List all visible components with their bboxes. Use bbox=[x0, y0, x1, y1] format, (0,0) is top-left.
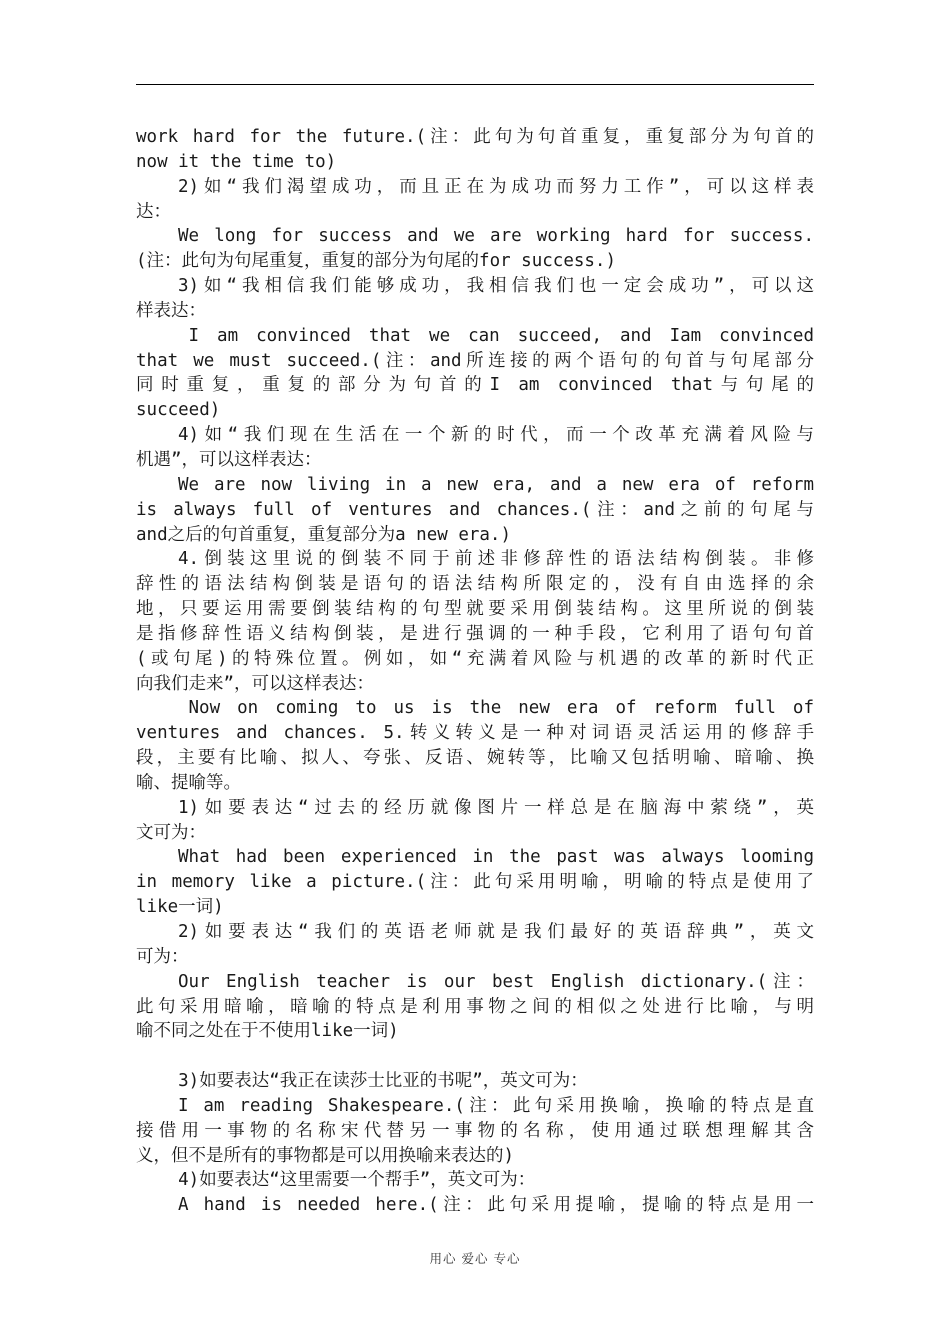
text-line: and之后的句首重复，重复部分为a new era.) bbox=[136, 524, 512, 545]
text-line: 机遇”，可以这样表达： bbox=[136, 449, 322, 470]
text-line: 可为： bbox=[136, 946, 189, 967]
text-line: now it the time to) bbox=[136, 151, 337, 172]
text-line: Now on coming to us is the new era of reform full of bbox=[188, 698, 814, 719]
text-line: 文可为： bbox=[136, 822, 206, 843]
text-line: 喻不同之处在于不使用like一词) bbox=[136, 1021, 399, 1042]
text-line: succeed) bbox=[136, 400, 221, 421]
text-line: A hand is needed here.(注：此句采用提喻，提喻的特点是用一 bbox=[178, 1195, 814, 1216]
text-line: 喻、提喻等。 bbox=[136, 772, 241, 793]
text-line: ventures and chances. 5.转义转义是一种对词语灵活运用的修辞手 bbox=[136, 723, 814, 744]
text-line: 4.倒装这里说的倒装不同于前述非修辞性的语法结构倒装。非修 bbox=[178, 549, 814, 570]
text-line: 向我们走来”，可以这样表达： bbox=[136, 673, 375, 694]
text-line: 地，只要运用需要倒装结构的句型就要采用倒装结构。这里所说的倒装 bbox=[136, 599, 814, 620]
text-line: 3)如“我相信我们能够成功，我相信我们也一定会成功”，可以这 bbox=[178, 276, 814, 297]
header-rule bbox=[136, 84, 814, 85]
text-line: 此句采用暗喻，暗喻的特点是利用事物之间的相似之处进行比喻，与明 bbox=[136, 996, 814, 1017]
text-line: 义，但不是所有的事物都是可以用换喻来表达的) bbox=[136, 1145, 515, 1166]
text-line: like一词) bbox=[136, 897, 224, 918]
text-line: that we must succeed.(注：and所连接的两个语句的句首与句尾部分 bbox=[136, 350, 814, 371]
text-line: 2)如“我们渴望成功，而且正在为成功而努力工作”，可以这样表 bbox=[178, 176, 814, 197]
text-line: I am reading Shakespeare.(注：此句采用换喻，换喻的特点是直 bbox=[178, 1095, 814, 1116]
text-line: is always full of ventures and chances.(注：and之前的句尾与 bbox=[136, 499, 814, 520]
text-line: I am convinced that we can succeed, and Iam convinced bbox=[188, 325, 814, 346]
text-line: 辞性的语法结构倒装是语句的语法结构所限定的，没有自由选择的余 bbox=[136, 574, 814, 595]
text-line: (注：此句为句尾重复，重复的部分为句尾的for success.) bbox=[136, 251, 617, 272]
text-line: We are now living in a new era, and a new era of reform bbox=[178, 474, 814, 495]
text-line: 4)如“我们现在生活在一个新的时代，而一个改革充满着风险与 bbox=[178, 425, 814, 446]
text-line: (或句尾)的特殊位置。例如，如“充满着风险与机遇的改革的新时代正 bbox=[136, 648, 814, 669]
text-line: 接借用一事物的名称宋代替另一事物的名称，使用通过联想理解其含 bbox=[136, 1120, 814, 1141]
text-line: in memory like a picture.(注：此句采用明喻，明喻的特点是使用了 bbox=[136, 872, 814, 893]
text-line: 3)如要表达“我正在读莎士比亚的书呢”，英文可为： bbox=[136, 1071, 588, 1092]
text-line: work hard for the future.(注：此句为句首重复，重复部分为句首的 bbox=[136, 127, 814, 147]
text-line bbox=[136, 1044, 814, 1069]
text-line: 2)如要表达“我们的英语老师就是我们最好的英语辞典”，英文 bbox=[178, 922, 814, 942]
text-line: Our English teacher is our best English dictionary.(注： bbox=[178, 971, 814, 992]
text-line: What had been experienced in the past was always looming bbox=[178, 847, 814, 868]
text-line: 1)如要表达“过去的经历就像图片一样总是在脑海中萦绕”，英 bbox=[178, 797, 814, 818]
text-line: We long for success and we are working hard for success. bbox=[178, 226, 814, 247]
text-line: 段，主要有比喻、拟人、夸张、反语、婉转等，比喻又包括明喻、暗喻、换 bbox=[136, 748, 814, 769]
text-line: 4)如要表达“这里需要一个帮手”，英文可为： bbox=[136, 1170, 536, 1191]
text-line: 样表达： bbox=[136, 300, 206, 321]
text-line: 是指修辞性语义结构倒装，是进行强调的一种手段，它利用了语句句首 bbox=[136, 623, 814, 644]
body-text bbox=[136, 125, 814, 1218]
text-line: 达： bbox=[136, 201, 171, 222]
page-footer: 用心 爱心 专心 bbox=[429, 1251, 521, 1266]
text-line: 同时重复，重复的部分为句首的I am convinced that与句尾的 bbox=[136, 375, 814, 396]
